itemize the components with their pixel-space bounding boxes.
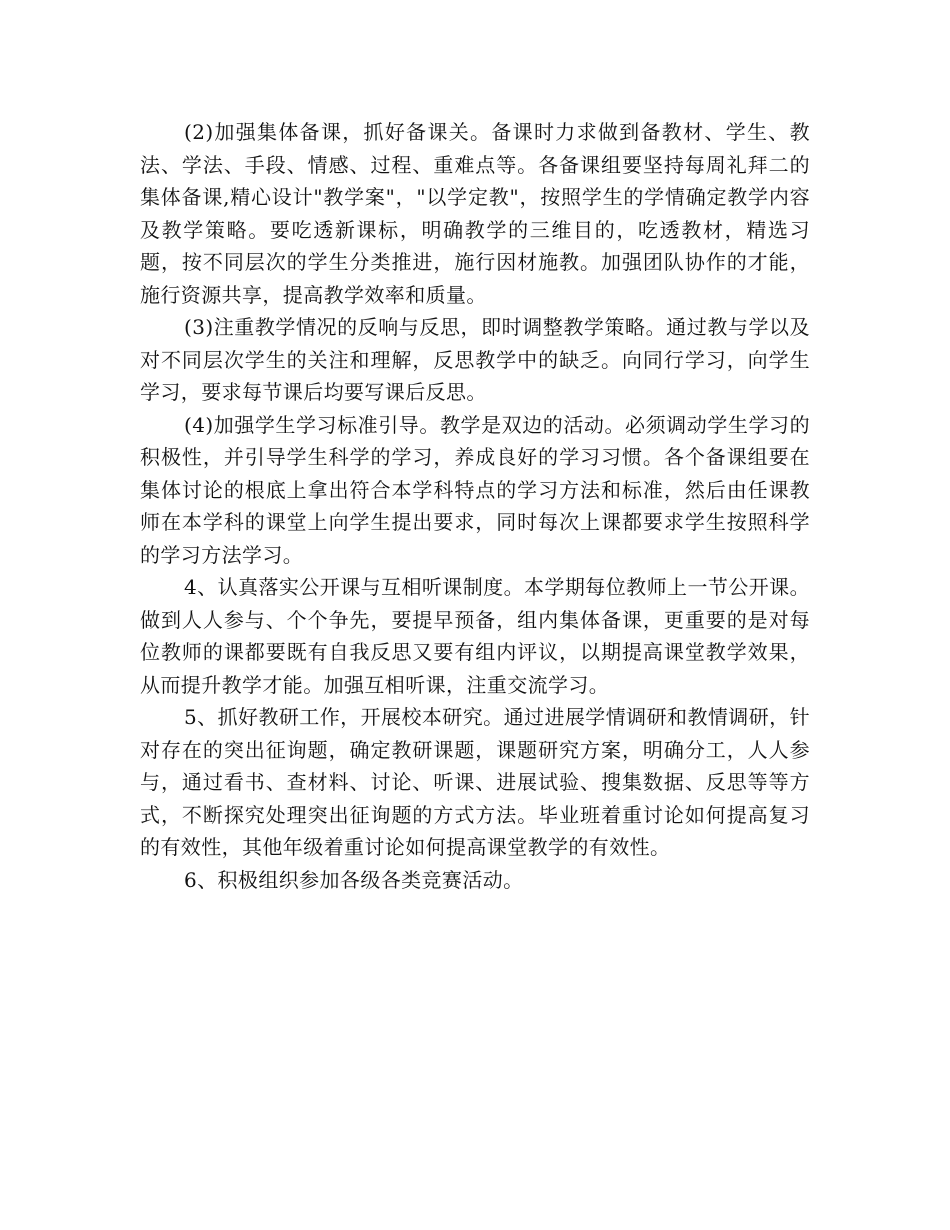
document-body	[140, 116, 810, 896]
paragraph-collective-lesson-prep: (2)加强集体备课，抓好备课关。备课时力求做到备教材、学生、教法、学法、手段、情感、过程、重难点等。各备课组要坚持每周礼拜二的集体备课,精心设计"教学案"，"以学定教"，按照学生的学情确定教学内容及教学策略。要吃透新课标，明确教学的三维目的，吃透教材，精选习题，按不同层次的学生分类推进，施行因材施教。加强团队协作的才能，施行资源共享，提高教学效率和质量。	[140, 120, 810, 307]
paragraph-study-guidance: (4)加强学生学习标准引导。教学是双边的活动。必须调动学生学习的积极性，并引导学生科学的学习，养成良好的学习习惯。各个备课组要在集体讨论的根底上拿出符合本学科特点的学习方法和标准，然后由任课教师在本学科的课堂上向学生提出要求，同时每次上课都要求学生按照科学的学习方法学习。	[140, 412, 810, 567]
paragraph-teaching-research: 5、抓好教研工作，开展校本研究。通过进展学情调研和教情调研，针对存在的突出征询题，确定教研课题，课题研究方案，明确分工，人人参与，通过看书、查材料、讨论、听课、进展试验、搜集数据、反思等等方式，不断探究处理突出征询题的方式方法。毕业班着重讨论如何提高复习的有效性，其他年级着重讨论如何提高课堂教学的有效性。	[140, 705, 810, 859]
paragraph-teaching-reflection: (3)注重教学情况的反响与反思，即时调整教学策略。通过教与学以及对不同层次学生的关注和理解，反思教学中的缺乏。向同行学习，向学生学习，要求每节课后均要写课后反思。	[140, 315, 810, 404]
paragraph-open-class-system: 4、认真落实公开课与互相听课制度。本学期每位教师上一节公开课。做到人人参与、个个争先，要提早预备，组内集体备课，更重要的是对每位教师的课都要既有自我反思又要有组内评议，以期提高课堂教学效果，从而提升教学才能。加强互相听课，注重交流学习。	[140, 575, 810, 697]
paragraph-competitions: 6、积极组织参加各级各类竞赛活动。	[184, 867, 524, 892]
